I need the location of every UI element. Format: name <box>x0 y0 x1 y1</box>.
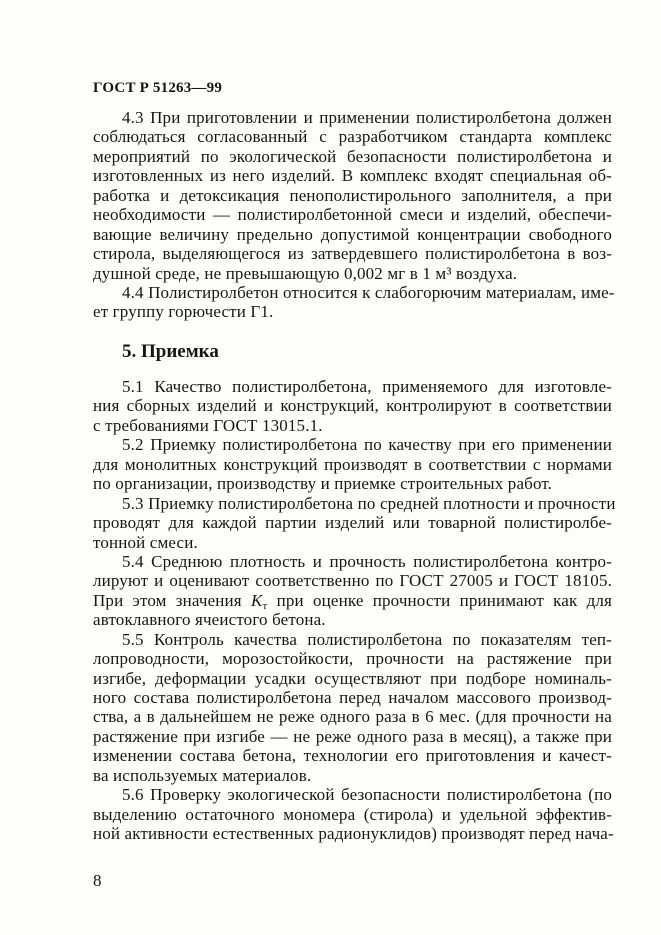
clause-4-3-line: соблюдаться согласованный с разработчиком стандарта комплекс <box>93 127 612 147</box>
clause-5-5-line: ства, а в дальнейшем не реже одного раза в 6 мес. (для прочности на <box>93 707 612 727</box>
clause-4-3-line: работка и детоксикация пенополистирольного заполнителя, а при <box>93 185 612 205</box>
running-header-standard-code: ГОСТ Р 51263—99 <box>93 80 223 96</box>
clause-5-6-line: 5.6 Проверку экологической безопасности полистиролбетона (по <box>122 785 612 805</box>
clause-5-5-line: 5.5 Контроль качества полистиролбетона по показателям теп- <box>122 629 612 649</box>
clause-5-1-line: с требованиями ГОСТ 13015.1. <box>93 415 323 435</box>
clause-5-3-line: тонной смеси. <box>93 532 198 552</box>
clause-4-4 <box>93 282 615 322</box>
clause-5-5-line: ного состава полистиролбетона перед началом массового производ- <box>93 688 612 707</box>
clause-5-2-line: для монолитных конструкций производят в соответствии с нормами <box>93 454 612 474</box>
clause-5-5-line: изгибе, деформации усадки осуществляют при подборе номиналь- <box>93 668 612 688</box>
clause-4-3-line: душной среде, не превышающую 0,002 мг в 1 м³ воздуха. <box>93 263 518 283</box>
clause-4-4-line: ет группу горючести Г1. <box>93 302 274 322</box>
clause-4-3-line: вающие величину предельно допустимой концентрации свободного <box>93 224 612 244</box>
clause-5-4 <box>93 552 612 630</box>
clause-5-2-line: 5.2 Приемку полистиролбетона по качеству при его применении <box>122 435 612 455</box>
k-symbol-subscript: т <box>262 599 268 612</box>
clause-5-4-line: 5.4 Среднюю плотность и прочность полистиролбетона контро- <box>122 551 612 571</box>
clause-5-6-line: ной активности естественных радионуклидов) производят перед нача- <box>93 824 614 844</box>
section-4-body <box>93 108 615 322</box>
clause-5-5 <box>93 630 612 786</box>
clause-5-5-line: изменении состава бетона, технологии его приготовления и качест- <box>93 746 612 766</box>
section-5-heading: 5. Приемка <box>122 341 219 362</box>
clause-5-3-line: 5.3 Приемку полистиролбетона по средней плотности и прочности <box>122 493 616 513</box>
clause-5-4-formula-line <box>93 591 612 610</box>
clause-5-2-line: по организации, производству и приемке строительных работ. <box>93 474 553 494</box>
section-5-body <box>93 377 616 844</box>
clause-5-3 <box>93 493 616 552</box>
clause-4-3-line: стирола, выделяющегося из затвердевшего полистиролбетона в воз- <box>93 244 612 264</box>
clause-4-3 <box>93 108 612 283</box>
clause-4-4-line: 4.4 Полистиролбетон относится к слабогорючим материалам, име- <box>122 282 615 302</box>
clause-5-1-line: ния сборных изделий и конструкций, контролируют в соответствии <box>93 396 612 416</box>
clause-4-3-line: изготовленных из него изделий. В комплекс входят специальная об- <box>93 166 612 186</box>
clause-5-5-line: лопроводности, морозостойкости, прочности на растяжение при <box>93 649 612 669</box>
clause-5-1 <box>93 377 612 435</box>
clause-5-1-line: 5.1 Качество полистиролбетона, применяемого для изготовле- <box>122 377 612 396</box>
clause-5-4-line: лируют и оценивают соответственно по ГОСТ 27005 и ГОСТ 18105. <box>93 571 612 591</box>
clause-5-5-line: растяжение при изгибе — не реже одного раза в месяц), а также при <box>93 726 612 746</box>
formula-line-text-after: при оценке прочности принимают как для <box>267 590 612 610</box>
page-number: 8 <box>93 871 102 890</box>
k-symbol: K <box>250 590 263 610</box>
clause-5-6 <box>93 785 612 843</box>
formula-line-text-before: При этом значения <box>93 590 251 610</box>
clause-5-5-line: ва используемых материалов. <box>93 765 312 785</box>
clause-5-3-line: проводят для каждой партии изделий или товарной полистиролбе- <box>93 513 612 533</box>
clause-4-3-line: 4.3 При приготовлении и применении полистиролбетона должен <box>122 108 612 127</box>
clause-4-3-line: необходимости — полистиролбетонной смеси и изделий, обеспечи- <box>93 205 612 225</box>
clause-5-2 <box>93 435 612 493</box>
clause-5-4-line: автоклавного ячеистого бетона. <box>93 610 326 630</box>
clause-5-6-line: выделению остаточного мономера (стирола) и удельной эффектив- <box>93 804 612 824</box>
clause-4-3-line: мероприятий по экологической безопасности полистиролбетона и <box>93 146 612 166</box>
k-t-coefficient-symbol <box>251 591 267 610</box>
